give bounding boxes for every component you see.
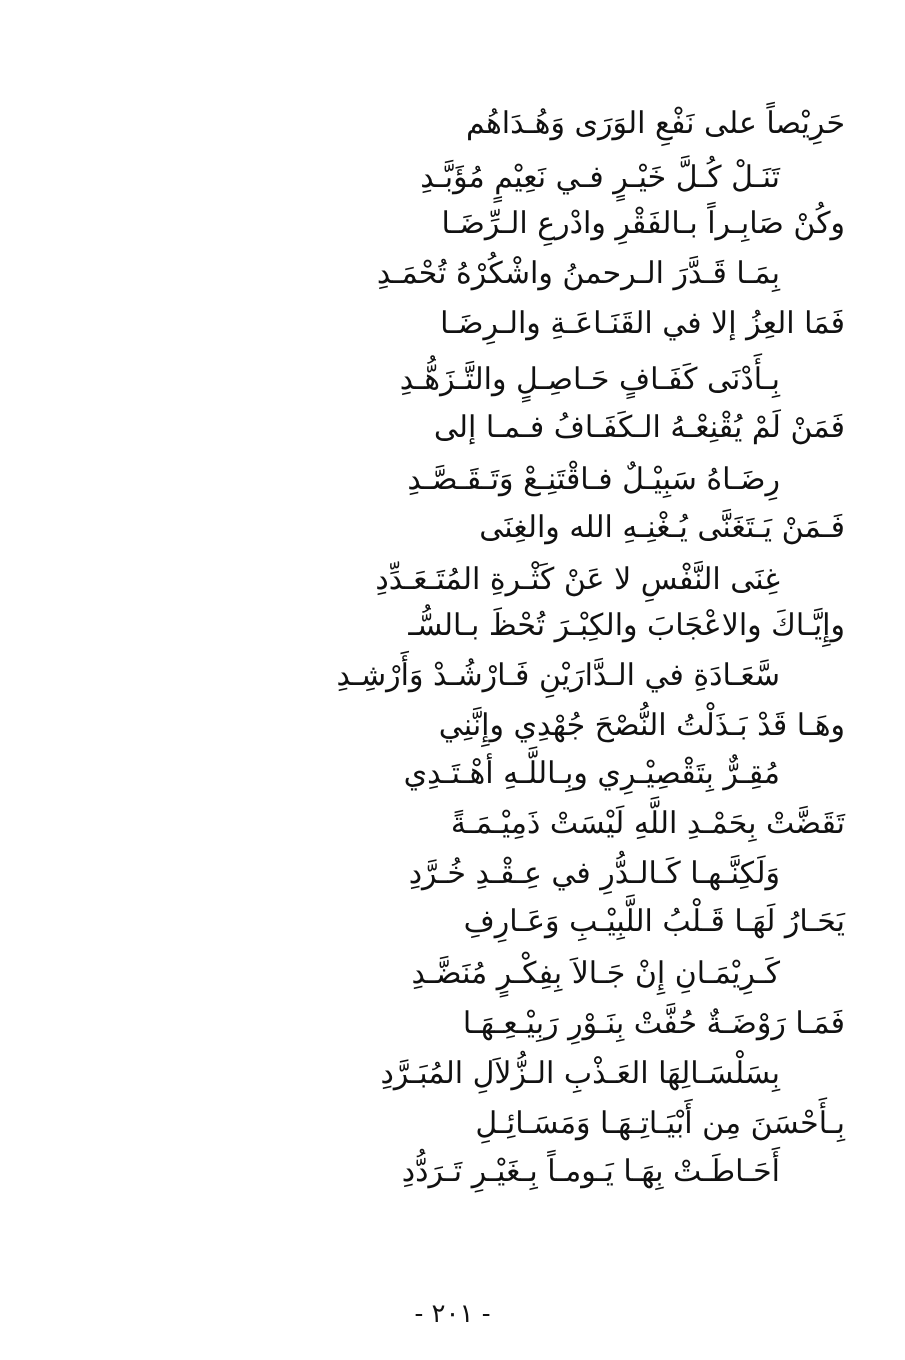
poem-line-20: بِسَلْسَـالِهَا العَـذْبِ الـزُّلاَلِ المُبَـرَّدِ [380,1056,780,1091]
poem-line-11: وإِيَّـاكَ والاعْجَابَ والكِبْـرَ تُحْظَ بـالسُّـ [408,608,845,643]
poem-line-18: كَـرِيْمَـانِ إِنْ جَـالاَ بِفِكْـرٍ مُنَضَّـدِ [411,956,780,991]
poem-line-13: وهَـا قَدْ بَـذَلْتُ النُّصْحَ جُهْدِي وإِنَّنِي [438,708,845,743]
poem-line-19: فَمَـا رَوْضَـةٌ حُفَّتْ بِنَـوْرِ رَبِيْـعِـهَـا [462,1006,845,1041]
poem-line-1: حَرِيْصاً على نَفْعِ الوَرَى وَهُـدَاهُم [466,106,845,141]
poem-line-10: غِنَى النَّفْسِ لا عَنْ كَثْـرةِ المُتَـعَـدِّدِ [375,562,780,597]
poem-line-16: وَلَكِنَّـهـا كَـالـدُّرِ في عِـقْـدِ خُـرَّدِ [408,856,780,891]
poem-line-22: أَحَـاطَـتْ بِهَـا يَـومـاً بِـغَيْـرِ تَـرَدُّدِ [401,1154,780,1189]
poem-line-6: بِـأَدْنَى كَفَـافٍ حَـاصِـلٍ والتَّـزَهُّـدِ [399,362,780,397]
poem-line-9: فَـمَنْ يَـتَغَنَّى يُـغْنِـهِ الله والغِنَى [479,510,845,545]
poem-line-21: بِـأَحْسَنَ مِن أَبْيَـاتِـهَـا وَمَسَـائِـلِ [475,1106,845,1141]
page-number: - ٢٠١ - [414,1299,491,1329]
poem-line-2: تَنَـلْ كُـلَّ خَيْـرٍ فـي نَعِيْمٍ مُؤَبَّـدِ [420,160,780,195]
poem-line-7: فَمَنْ لَمْ يُقْنِعْـهُ الـكَفَـافُ فـمـا إلى [433,410,845,445]
poem-line-17: يَحَـارُ لَهَـا قَـلْبُ اللَّبِيْـبِ وَعَـارِفِ [463,904,845,939]
poem-line-15: تَقَضَّتْ بِحَمْـدِ اللَّهِ لَيْسَتْ ذَمِيْـمَـةً [450,806,845,841]
poem-line-4: بِمَـا قَـدَّرَ الـرحمنُ واشْكُرْهُ تُحْمَـدِ [376,256,780,291]
poem-line-14: مُقِـرٌّ بِتَقْصِيْـرِي وبِـاللَّـهِ أهْـتَـدِي [403,756,780,791]
poem-line-5: فَمَا العِزُ إلا في القَنَـاعَـةِ والـرِضَـا [440,306,845,341]
poem-line-12: سَّعَـادَةِ في الـدَّارَيْنِ فَـارْشُـدْ وَأَرْشِـدِ [336,658,780,693]
poem-line-8: رِضَـاهُ سَبِيْـلٌ فـاقْتَنِـعْ وَتَـقَـصَّـدِ [407,462,780,497]
poem-line-3: وكُنْ صَابِـراً بـالفَقْرِ وادْرعِ الـرِّضَـا [441,206,845,241]
